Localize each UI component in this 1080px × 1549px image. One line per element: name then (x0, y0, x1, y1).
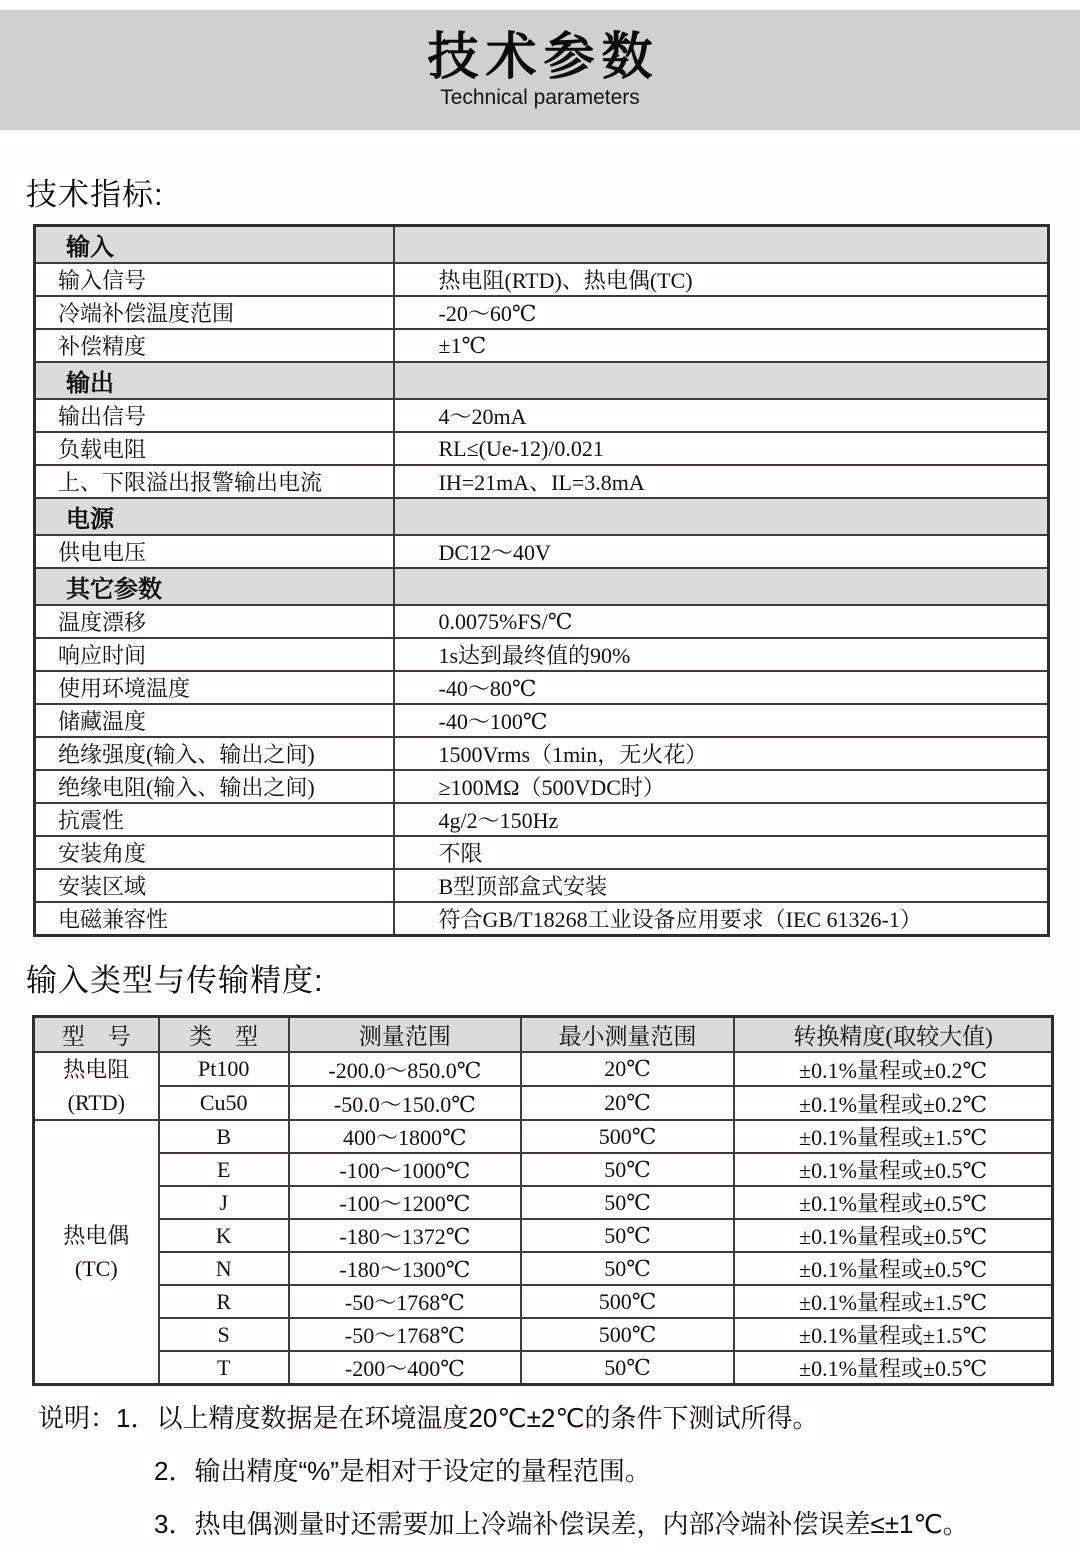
spec-label-cell: 电磁兼容性 (35, 902, 394, 936)
accuracy-row (34, 1153, 1053, 1186)
accuracy-row (34, 1052, 1053, 1086)
page-subtitle: Technical parameters (440, 86, 640, 110)
spec-value-cell: -40～100℃ (394, 704, 1049, 737)
type-cell: Cu50 (159, 1086, 289, 1120)
spec-row (35, 605, 1049, 638)
range-cell: -200.0～850.0℃ (289, 1052, 521, 1086)
accuracy-cell: ±0.1%量程或±1.5℃ (734, 1318, 1052, 1351)
model-cell (34, 1120, 159, 1385)
note-text-3: 3．热电偶测量时还需要加上冷端补偿误差，内部冷端补偿误差≤±1℃。 (154, 1509, 969, 1539)
section-header-spacer-cell (394, 226, 1049, 264)
spec-label-cell: 抗震性 (35, 803, 394, 836)
section-header-row (35, 226, 1049, 264)
spec-row (35, 869, 1049, 902)
section-header-label-cell: 电源 (35, 498, 394, 535)
section-header-spacer-cell (394, 362, 1049, 399)
accuracy-header-cell: 最小测量范围 (521, 1017, 734, 1053)
accuracy-header-cell: 转换精度(取较大值) (734, 1017, 1052, 1053)
spec-value-cell: 热电阻(RTD)、热电偶(TC) (394, 263, 1049, 296)
note-line-1 (38, 1392, 1058, 1445)
accuracy-cell: ±0.1%量程或±0.2℃ (734, 1086, 1052, 1120)
spec-row (35, 638, 1049, 671)
spec-row (35, 836, 1049, 869)
type-cell: T (159, 1351, 289, 1385)
accuracy-row (34, 1252, 1053, 1285)
spec-value-cell: 1500Vrms（1min，无火花） (394, 737, 1049, 770)
spec-value-cell: 4～20mA (394, 399, 1049, 432)
accuracy-cell: ±0.1%量程或±1.5℃ (734, 1285, 1052, 1318)
min-range-cell: 50℃ (521, 1219, 734, 1252)
range-cell: -50.0～150.0℃ (289, 1086, 521, 1120)
section-header-label-cell: 输出 (35, 362, 394, 399)
min-range-cell: 50℃ (521, 1186, 734, 1219)
type-cell: K (159, 1219, 289, 1252)
spec-value-cell: B型顶部盒式安装 (394, 869, 1049, 902)
min-range-cell: 20℃ (521, 1086, 734, 1120)
spec-row (35, 296, 1049, 329)
spec-value-cell: ≥100MΩ（500VDC时） (394, 770, 1049, 803)
type-cell: J (159, 1186, 289, 1219)
spec-row (35, 803, 1049, 836)
range-cell: 400～1800℃ (289, 1120, 521, 1153)
model-abbr: (TC) (74, 1256, 118, 1281)
accuracy-row (34, 1318, 1053, 1351)
spec-row (35, 704, 1049, 737)
accuracy-header-row (34, 1017, 1053, 1053)
min-range-cell: 50℃ (521, 1153, 734, 1186)
spec-value-cell: IH=21mA、IL=3.8mA (394, 465, 1049, 498)
spec-label-cell: 温度漂移 (35, 605, 394, 638)
spec-label-cell: 上、下限溢出报警输出电流 (35, 465, 394, 498)
spec-row (35, 902, 1049, 936)
min-range-cell: 20℃ (521, 1052, 734, 1086)
accuracy-cell: ±0.1%量程或±1.5℃ (734, 1120, 1052, 1153)
spec-label-cell: 安装角度 (35, 836, 394, 869)
section-header-label-cell: 其它参数 (35, 568, 394, 605)
spec-label-cell: 供电电压 (35, 535, 394, 568)
section-header-row (35, 568, 1049, 605)
spec-label-cell: 输出信号 (35, 399, 394, 432)
accuracy-row (34, 1120, 1053, 1153)
spec-value-cell: 不限 (394, 836, 1049, 869)
model-name: 热电偶 (63, 1223, 130, 1248)
accuracy-table-head (34, 1017, 1053, 1053)
spec-label-cell: 输入信号 (35, 263, 394, 296)
note-text-1: 1．以上精度数据是在环境温度20℃±2℃的条件下测试所得。 (116, 1403, 819, 1433)
note-line-3 (38, 1498, 1058, 1549)
range-cell: -200～400℃ (289, 1351, 521, 1385)
spec-label-cell: 使用环境温度 (35, 671, 394, 704)
spec-row (35, 770, 1049, 803)
spec-row (35, 432, 1049, 465)
spec-label-cell: 安装区域 (35, 869, 394, 902)
accuracy-header-cell: 类 型 (159, 1017, 289, 1053)
spec-label-cell: 冷端补偿温度范围 (35, 296, 394, 329)
spec-label-cell: 绝缘强度(输入、输出之间) (35, 737, 394, 770)
accuracy-row (34, 1285, 1053, 1318)
accuracy-table-body (34, 1052, 1053, 1385)
min-range-cell: 50℃ (521, 1252, 734, 1285)
accuracy-cell: ±0.1%量程或±0.5℃ (734, 1252, 1052, 1285)
accuracy-header-cell: 测量范围 (289, 1017, 521, 1053)
model-name: 热电阻 (63, 1057, 130, 1082)
spec-row (35, 263, 1049, 296)
spec-label-cell: 储藏温度 (35, 704, 394, 737)
min-range-cell: 500℃ (521, 1285, 734, 1318)
tech-spec-table (33, 224, 1050, 937)
accuracy-cell: ±0.1%量程或±0.5℃ (734, 1153, 1052, 1186)
accuracy-table (32, 1015, 1054, 1386)
accuracy-cell: ±0.1%量程或±0.5℃ (734, 1219, 1052, 1252)
spec-row (35, 535, 1049, 568)
section-header-row (35, 362, 1049, 399)
spec-row (35, 329, 1049, 362)
accuracy-row (34, 1351, 1053, 1385)
section1-heading: 技术指标: (26, 177, 164, 212)
section-header-spacer-cell (394, 498, 1049, 535)
range-cell: -100～1000℃ (289, 1153, 521, 1186)
spec-label-cell: 补偿精度 (35, 329, 394, 362)
notes-block (38, 1392, 1058, 1549)
note-text-2: 2．输出精度“%”是相对于设定的量程范围。 (154, 1456, 651, 1486)
accuracy-cell: ±0.1%量程或±0.5℃ (734, 1186, 1052, 1219)
note-line-2 (38, 1445, 1058, 1498)
tech-spec-table-body (35, 226, 1049, 936)
spec-row (35, 737, 1049, 770)
spec-value-cell: 符合GB/T18268工业设备应用要求（IEC 61326-1） (394, 902, 1049, 936)
accuracy-row (34, 1086, 1053, 1120)
type-cell: S (159, 1318, 289, 1351)
min-range-cell: 500℃ (521, 1318, 734, 1351)
section-header-row (35, 498, 1049, 535)
accuracy-row (34, 1219, 1053, 1252)
range-cell: -50～1768℃ (289, 1285, 521, 1318)
type-cell: Pt100 (159, 1052, 289, 1086)
type-cell: E (159, 1153, 289, 1186)
range-cell: -180～1372℃ (289, 1219, 521, 1252)
accuracy-cell: ±0.1%量程或±0.5℃ (734, 1351, 1052, 1385)
spec-label-cell: 绝缘电阻(输入、输出之间) (35, 770, 394, 803)
type-cell: N (159, 1252, 289, 1285)
min-range-cell: 50℃ (521, 1351, 734, 1385)
page-banner (0, 10, 1080, 130)
notes-prefix: 说明： (38, 1403, 117, 1433)
range-cell: -180～1300℃ (289, 1252, 521, 1285)
spec-value-cell: RL≤(Ue-12)/0.021 (394, 432, 1049, 465)
spec-value-cell: DC12～40V (394, 535, 1049, 568)
spec-value-cell: 1s达到最终值的90% (394, 638, 1049, 671)
spec-value-cell: -20～60℃ (394, 296, 1049, 329)
range-cell: -50～1768℃ (289, 1318, 521, 1351)
spec-value-cell: -40～80℃ (394, 671, 1049, 704)
model-cell (34, 1052, 159, 1120)
min-range-cell: 500℃ (521, 1120, 734, 1153)
spec-value-cell: 0.0075%FS/℃ (394, 605, 1049, 638)
section-header-spacer-cell (394, 568, 1049, 605)
spec-label-cell: 响应时间 (35, 638, 394, 671)
spec-value-cell: ±1℃ (394, 329, 1049, 362)
range-cell: -100～1200℃ (289, 1186, 521, 1219)
spec-value-cell: 4g/2～150Hz (394, 803, 1049, 836)
spec-row (35, 399, 1049, 432)
accuracy-header-cell: 型 号 (34, 1017, 159, 1053)
type-cell: R (159, 1285, 289, 1318)
spec-label-cell: 负载电阻 (35, 432, 394, 465)
section2-heading: 输入类型与传输精度: (26, 963, 324, 998)
accuracy-cell: ±0.1%量程或±0.2℃ (734, 1052, 1052, 1086)
spec-row (35, 465, 1049, 498)
page-title: 技术参数 (427, 27, 660, 85)
type-cell: B (159, 1120, 289, 1153)
accuracy-row (34, 1186, 1053, 1219)
section-header-label-cell: 输入 (35, 226, 394, 264)
spec-row (35, 671, 1049, 704)
model-abbr: (RTD) (67, 1090, 125, 1115)
